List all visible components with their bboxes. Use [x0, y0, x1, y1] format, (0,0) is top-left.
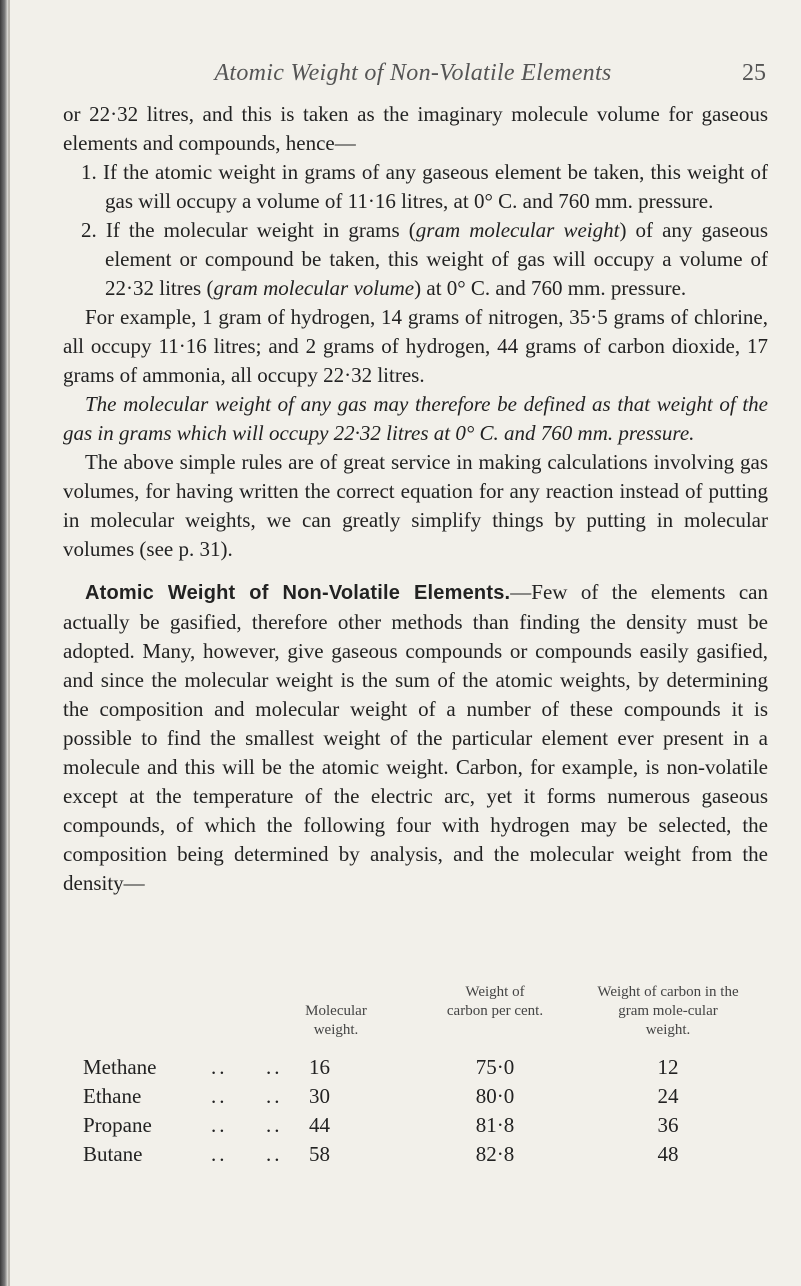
page-edge-line: [8, 0, 10, 1286]
paragraph-rules: The above simple rules are of great service in making calculations involving gas volumes, for having written the correct equation for any reaction instead of putting in molecular weights, we can greatly simplify things by putting in molecular volumes (see p. 31).: [63, 450, 768, 561]
header-carbon-gram-mol: Weight of carbon in the gram mole-cular weight.: [597, 984, 739, 1038]
page-edge-shadow: [0, 0, 8, 1286]
molecular-weight-cell: 58: [309, 1142, 330, 1166]
page-header: [60, 60, 766, 90]
carbon-percent-cell: 81·8: [475, 1113, 515, 1137]
table-body: [83, 1053, 773, 1169]
leader-dots: ..: [266, 1055, 283, 1079]
section-heading: Atomic Weight of Non-Volatile Elements.: [85, 582, 511, 604]
paragraph-intro: or 22·32 litres, and this is taken as the imaginary molecule volume for gaseous elements and compounds, hence—: [63, 102, 768, 155]
rule-item-2-text-a: 2. If the molecular weight in grams (: [81, 218, 416, 242]
running-title: Atomic Weight of Non-Volatile Elements: [214, 60, 612, 86]
header-molecular-weight: Molecular weight.: [305, 1003, 367, 1038]
leader-dots: ..: [211, 1142, 228, 1166]
leader-dots: ..: [211, 1055, 228, 1079]
table-row: [83, 1111, 773, 1140]
carbon-percent-cell: 80·0: [475, 1084, 515, 1108]
table-row: [83, 1140, 773, 1169]
page-number: 25: [742, 60, 766, 86]
carbon-gram-mol-cell: 48: [657, 1142, 679, 1166]
compound-name: Ethane: [83, 1084, 142, 1108]
carbon-percent-cell: 82·8: [475, 1142, 515, 1166]
paragraph-definition: The molecular weight of any gas may therefore be defined as that weight of the gas in grams which will occupy 22·32 litres at 0° C. and 760 mm. pressure.: [63, 392, 768, 445]
leader-dots: ..: [266, 1142, 283, 1166]
rule-item-2-text-e: ) at 0° C. and 760 mm. pressure.: [414, 276, 687, 300]
page-body: [63, 100, 768, 898]
rule-item-2-text-c: ) of any gaseous element or compound be taken, this weight of gas will occupy a volume of 22·32 litres (: [105, 218, 769, 300]
carbon-gram-mol-cell: 12: [657, 1055, 679, 1079]
paragraph-example: For example, 1 gram of hydrogen, 14 grams of nitrogen, 35·5 grams of chlorine, all occupy 11·16 litres; and 2 grams of hydrogen, 44 grams of carbon dioxide, 17 grams of ammonia, all occupy 22·32 litres.: [63, 305, 768, 387]
rule-item-2-term-gmv: gram molecular volume: [213, 276, 415, 300]
molecular-weight-cell: 44: [309, 1113, 330, 1137]
molecular-weight-cell: 30: [309, 1084, 330, 1108]
rule-item-2-term-gmw: gram molecular weight: [415, 218, 620, 242]
table-row: [83, 1082, 773, 1111]
carbon-gram-mol-cell: 36: [657, 1113, 679, 1137]
rule-item-1: 1. If the atomic weight in grams of any gaseous element be taken, this weight of gas will occupy a volume of 11·16 litres, at 0° C. and 760 mm. pressure.: [81, 160, 768, 213]
carbon-percent-cell: 75·0: [475, 1055, 515, 1079]
leader-dots: ..: [266, 1084, 283, 1108]
paragraph-section: [63, 578, 768, 898]
compound-name: Propane: [83, 1113, 152, 1137]
table-row: [83, 1053, 773, 1082]
header-carbon-percent: Weight of carbon per cent.: [446, 984, 544, 1019]
compound-name: Methane: [83, 1055, 157, 1079]
table-header: [83, 983, 773, 1053]
rule-item-2: [63, 216, 768, 303]
molecular-weight-cell: 16: [309, 1055, 330, 1079]
carbon-gram-mol-cell: 24: [657, 1084, 679, 1108]
leader-dots: ..: [266, 1113, 283, 1137]
compound-name: Butane: [83, 1142, 143, 1166]
carbon-compounds-table: [83, 983, 773, 1169]
leader-dots: ..: [211, 1113, 228, 1137]
leader-dots: ..: [211, 1084, 228, 1108]
section-body: —Few of the elements can actually be gasified, therefore other methods than finding the density must be adopted. Many, however, give gaseous compounds or compounds easily gasified, and since the molecular weight is the sum of the atomic weights, by determining the composition and molecular weight of a number of these compounds it is possible to find the smallest weight of the particular element ever present in a molecule and this will be the atomic weight. Carbon, for example, is non-volatile except at the temperature of the electric arc, yet it forms numerous gaseous compounds, of which the following four with hydrogen may be selected, the composition being determined by analysis, and the molecular weight from the density—: [63, 580, 768, 895]
